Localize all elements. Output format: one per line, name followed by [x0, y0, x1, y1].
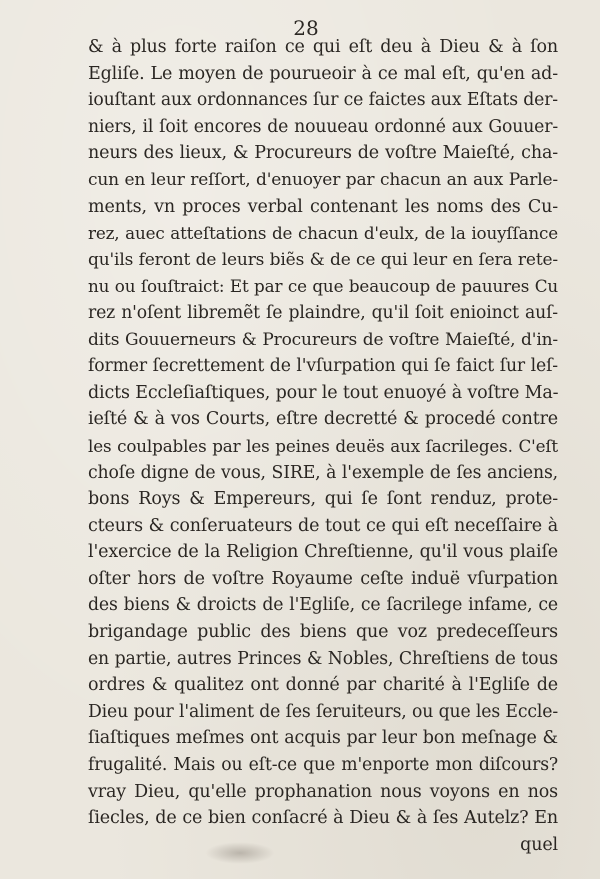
text-line: ſiaſtiques meſmes ont acquis par leur bon meſnage &	[88, 728, 558, 749]
text-line: ieſté & à vos Courts, eſtre decretté & procedé contre	[88, 409, 558, 430]
text-line: former ſecrettement de l'vſurpation qui ſe faict ſur leſ-	[88, 356, 558, 377]
text-line: Egliſe. Le moyen de pourueoir à ce mal eſt, qu'en ad-	[88, 63, 558, 84]
text-line: les coulpables par les peines deuës aux ſacrileges. C'eſt	[88, 435, 558, 456]
text-line: l'exercice de la Religion Chreſtienne, qu'il vous plaiſe	[88, 542, 558, 563]
text-line: niers, il ſoit encores de nouueau ordonné aux Gouuer-	[88, 116, 558, 137]
text-line: dits Gouuerneurs & Procureurs de voſtre Maieſté, d'in-	[88, 329, 558, 350]
text-line: brigandage public des biens que voz predeceſſeurs	[88, 622, 558, 643]
text-line: dicts Eccleſiaſtiques, pour le tout enuoyé à voſtre Ma-	[88, 382, 559, 403]
text-line: ments, vn proces verbal contenant les noms des Cu-	[88, 196, 558, 217]
text-line: vray Dieu, qu'elle prophanation nous voyons en nos	[88, 781, 558, 802]
catchword: quel	[520, 834, 558, 855]
text-line: cteurs & conſeruateurs de tout ce qui eſt neceſſaire à	[88, 515, 558, 536]
text-line: bons Roys & Empereurs, qui ſe ſont renduz, prote-	[88, 489, 558, 510]
text-line: oſter hors de voſtre Royaume ceſte induë vſurpation	[88, 568, 558, 589]
text-line: rez, auec atteſtations de chacun d'eulx, de la iouyſſance	[88, 223, 558, 244]
ink-smudge	[205, 842, 275, 864]
text-line: Dieu pour l'aliment de ſes ſeruiteurs, ou que les Eccle-	[88, 701, 558, 722]
text-line: ſiecles, de ce bien conſacré à Dieu & à ſes Autelz? En	[88, 808, 558, 829]
text-line: en partie, autres Princes & Nobles, Chreſtiens de tous	[88, 648, 558, 669]
text-line: ordres & qualitez ont donné par charité à l'Egliſe de	[88, 675, 558, 696]
text-line: iouſtant aux ordonnances ſur ce faictes aux Eſtats der-	[88, 90, 558, 111]
page-number: 28	[293, 16, 319, 40]
text-line: choſe digne de vous, SIRE, à l'exemple de ſes anciens,	[88, 462, 558, 483]
text-line: frugalité. Mais ou eſt-ce que m'enporte mon diſcours?	[88, 755, 558, 776]
text-line: des biens & droicts de l'Egliſe, ce ſacrilege infame, ce	[88, 595, 558, 616]
text-line: rez n'oſent libremẽt ſe plaindre, qu'il ſoit enioinct auſ-	[88, 302, 558, 323]
body-text	[88, 34, 558, 858]
text-line: neurs des lieux, & Procureurs de voſtre Maieſté, cha-	[88, 143, 558, 164]
text-line: nu ou ſouſtraict: Et par ce que beaucoup de pauures Cu	[88, 276, 558, 297]
text-line: & à plus forte raiſon ce qui eſt deu à Dieu & à ſon	[88, 37, 558, 57]
text-line: qu'ils feront de leurs biẽs & de ce qui leur en ſera rete-	[88, 249, 558, 270]
text-line: cun en leur reſſort, d'enuoyer par chacun an aux Parle-	[88, 169, 558, 190]
